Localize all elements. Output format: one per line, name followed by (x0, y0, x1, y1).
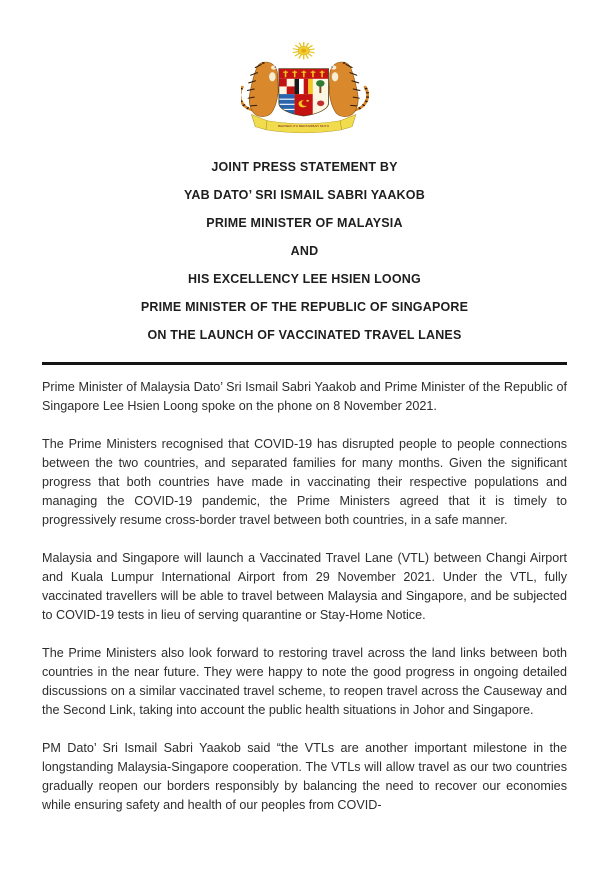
title-line-3: PRIME MINISTER OF MALAYSIA (206, 216, 403, 230)
tiger-right-icon (329, 62, 367, 117)
motto-text: BERSEKUTU BERTAMBAH MUTU (277, 124, 329, 128)
paragraph-1: Prime Minister of Malaysia Dato’ Sri Ismail Sabri Yaakob and Prime Minister of the Republic of Singapore Lee Hsien Loong spoke on the phone on 8 November 2021. (42, 380, 567, 413)
title-line-4: AND (290, 244, 319, 258)
malaysia-coat-of-arms-icon (241, 40, 369, 138)
paragraph-4: The Prime Ministers also look forward to restoring travel across the land links between both countries in the near future. They were happy to note the good progress in ongoing detailed discussions on a similar vaccinated travel scheme, to reopen travel across the Causeway and the Second Link, taking into account the public health situations in Johor and Singapore. (42, 646, 567, 717)
title-line-5: HIS EXCELLENCY LEE HSIEN LOONG (188, 272, 421, 286)
motto-ribbon-icon (251, 115, 355, 133)
title-line-1: JOINT PRESS STATEMENT BY (211, 160, 398, 174)
paragraph-2: The Prime Ministers recognised that COVID-19 has disrupted people to people connections between the two countries, and separated families for many months. Given the significant progress that both countries have made in vaccinating their respective populations and managing the COVID-19 pandemic, the Prime Ministers agreed that it is timely to progressively resume cross-border travel between both countries, in a safe manner. (42, 437, 567, 527)
divider-line (42, 362, 567, 365)
tiger-left-icon (241, 62, 278, 117)
document-title (42, 153, 567, 349)
title-line-6: PRIME MINISTER OF THE REPUBLIC OF SINGAPORE (140, 300, 469, 314)
paragraph-5: PM Dato’ Sri Ismail Sabri Yaakob said “the VTLs are another important milestone in the longstanding Malaysia-Singapore cooperation. The VTLs will allow travel as our two countries gradually reopen our borders responsibly by balancing the need to recover our economies while ensuring safety and health of our peoples from COVID- (42, 741, 567, 812)
document-body (42, 378, 567, 834)
shield-icon (278, 69, 328, 118)
federal-star-icon (292, 42, 314, 59)
malaysia-coat-of-arms (241, 40, 369, 143)
title-line-2: YAB DATO’ SRI ISMAIL SABRI YAAKOB (184, 188, 425, 202)
paragraph-3: Malaysia and Singapore will launch a Vaccinated Travel Lane (VTL) between Changi Airport and Kuala Lumpur International Airport from 29 November 2021. Under the VTL, fully vaccinated travellers will be able to travel between Malaysia and Singapore, and be subjected to COVID-19 tests in lieu of serving quarantine or Stay-Home Notice. (42, 551, 567, 622)
title-line-7: ON THE LAUNCH OF VACCINATED TRAVEL LANES (147, 328, 462, 342)
